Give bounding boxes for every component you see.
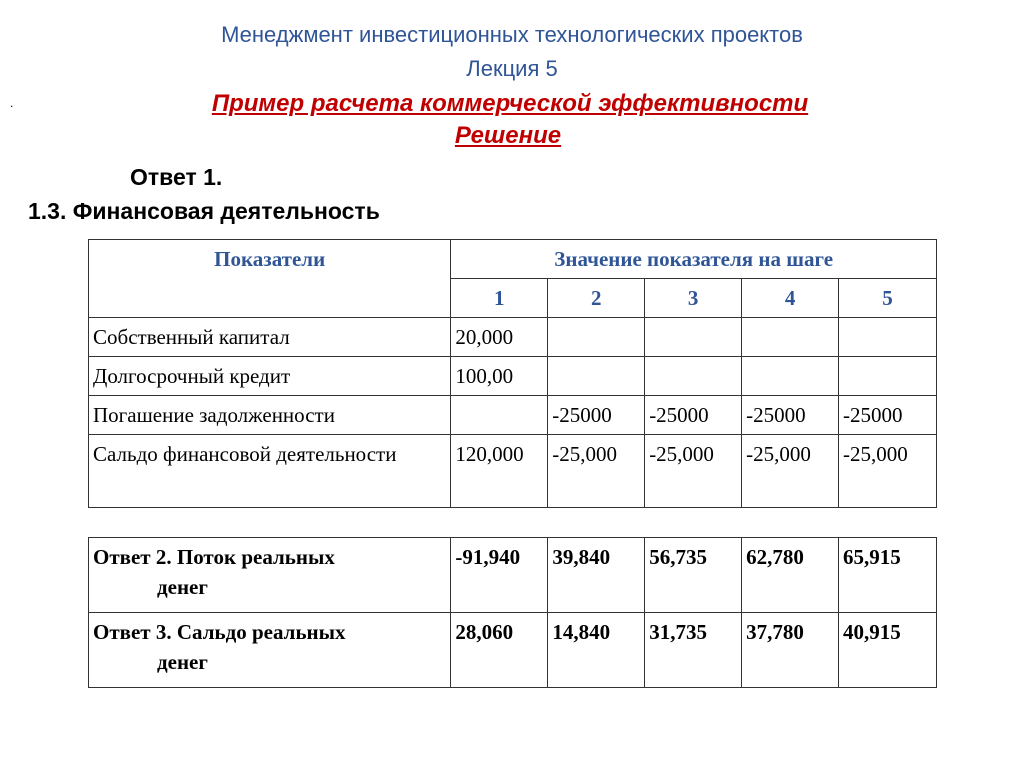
- section-title: 1.3. Финансовая деятельность: [28, 198, 380, 224]
- table-cell: [548, 318, 645, 357]
- step-4: 4: [742, 279, 839, 318]
- table-row: [89, 396, 937, 435]
- answer-2-label: [89, 538, 451, 613]
- header-indicators: Показатели: [89, 240, 451, 318]
- table-cell: 39,840: [548, 538, 645, 613]
- table-cell: -25000: [548, 396, 645, 435]
- step-3: 3: [645, 279, 742, 318]
- stray-dot: .: [10, 96, 14, 110]
- answer-2-label-line2: денег: [157, 575, 208, 599]
- table-cell: [839, 357, 937, 396]
- table-cell: 56,735: [645, 538, 742, 613]
- table-cell: -25,000: [645, 435, 742, 508]
- solution-title: Решение: [454, 122, 562, 149]
- answer-3-label-line1: Ответ 3. Сальдо реальных: [93, 620, 346, 644]
- table-cell: -25,000: [742, 435, 839, 508]
- table-cell: [451, 396, 548, 435]
- lecture-label: Лекция 5: [466, 56, 558, 81]
- answer-3-label-line2: денег: [157, 650, 208, 674]
- table-row: [89, 318, 937, 357]
- table-cell: 31,735: [645, 613, 742, 688]
- financial-activity-table: [88, 239, 937, 508]
- table-cell: 40,915: [839, 613, 937, 688]
- table-cell: 20,000: [451, 318, 548, 357]
- table-cell: 100,00: [451, 357, 548, 396]
- table-cell: -25,000: [839, 435, 937, 508]
- table-cell: 14,840: [548, 613, 645, 688]
- table-cell: 65,915: [839, 538, 937, 613]
- table-cell: 120,000: [451, 435, 548, 508]
- table-cell: 62,780: [742, 538, 839, 613]
- row-label: Долгосрочный кредит: [89, 357, 451, 396]
- table-cell: -25,000: [548, 435, 645, 508]
- header-step-values: Значение показателя на шаге: [451, 240, 937, 279]
- table-cell: 28,060: [451, 613, 548, 688]
- table-cell: -91,940: [451, 538, 548, 613]
- example-title: Пример расчета коммерческой эффективности: [211, 90, 809, 117]
- table-row: [89, 538, 937, 613]
- step-2: 2: [548, 279, 645, 318]
- table-cell: [645, 318, 742, 357]
- row-label: Сальдо финансовой деятельности: [89, 435, 451, 508]
- answer-2-label-line1: Ответ 2. Поток реальных: [93, 545, 335, 569]
- table-row: [89, 435, 937, 508]
- row-label: Погашение задолженности: [89, 396, 451, 435]
- table-cell: -25000: [742, 396, 839, 435]
- table-header-row: [89, 240, 937, 279]
- table-cell: [742, 318, 839, 357]
- row-label: Собственный капитал: [89, 318, 451, 357]
- table-cell: 37,780: [742, 613, 839, 688]
- course-title: Менеджмент инвестиционных технологических проектов: [221, 22, 803, 47]
- table-cell: [645, 357, 742, 396]
- table-cell: [839, 318, 937, 357]
- table-row: [89, 357, 937, 396]
- step-5: 5: [839, 279, 937, 318]
- answers-table: [88, 537, 937, 688]
- table-cell: -25000: [839, 396, 937, 435]
- answer-3-label: [89, 613, 451, 688]
- table-row: [89, 613, 937, 688]
- table-cell: [548, 357, 645, 396]
- table-cell: -25000: [645, 396, 742, 435]
- step-1: 1: [451, 279, 548, 318]
- answer-1-heading: Ответ 1.: [130, 164, 223, 190]
- table-cell: [742, 357, 839, 396]
